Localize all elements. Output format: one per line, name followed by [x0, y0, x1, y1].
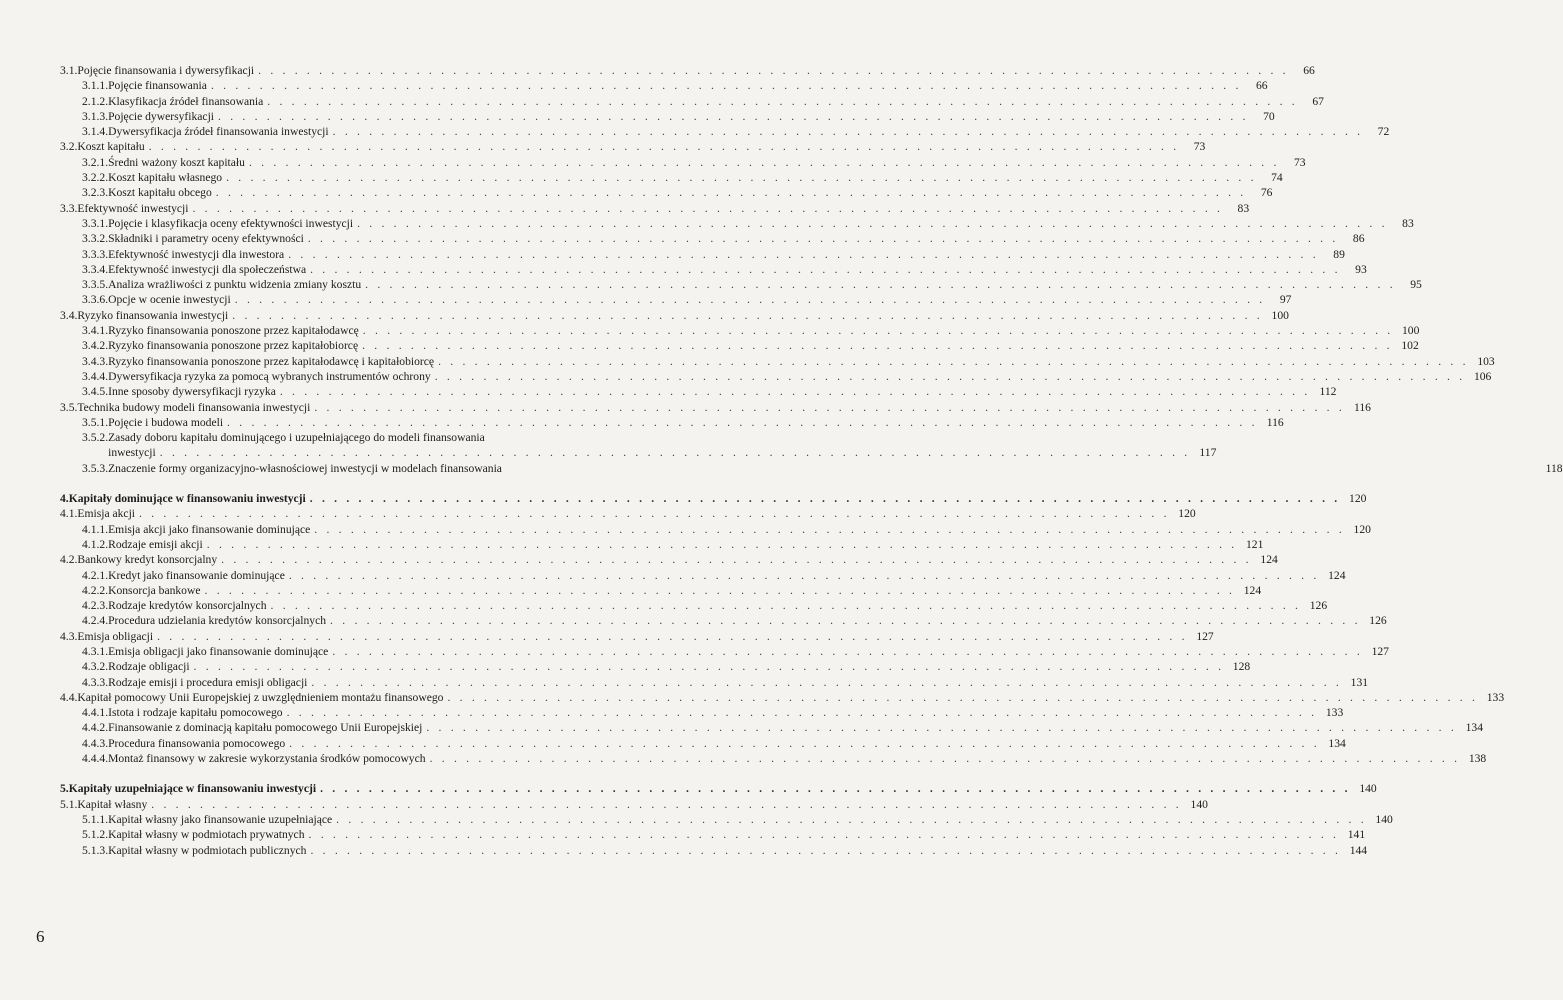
toc-entry-title: Efektywność inwestycji dla społeczeństwa — [108, 262, 307, 276]
toc-entry-number: 5.1.2. — [82, 828, 109, 842]
dot-leader — [307, 675, 1342, 690]
toc-entry-page: 138 — [1468, 752, 1487, 766]
toc-entry-title: Opcje w ocenie inwestycji — [108, 293, 231, 307]
toc-entry-page: 83 — [1402, 216, 1414, 230]
toc-entry-page: 76 — [1260, 186, 1273, 200]
toc-entry-page: 95 — [1410, 278, 1422, 292]
toc-entry-page: 72 — [1377, 125, 1390, 139]
toc-entry-title: Kapitał własny — [77, 797, 148, 811]
toc-entry — [60, 323, 1420, 338]
toc-entry-page: 100 — [1402, 324, 1420, 338]
toc-entry-page: 117 — [1199, 446, 1217, 460]
dot-leader — [217, 552, 1252, 567]
toc-entry-page: 66 — [1255, 79, 1268, 93]
dot-leader — [223, 415, 1258, 430]
toc-entry-number: 3.4.2. — [82, 339, 109, 353]
toc-entry-title: Emisja obligacji — [77, 629, 154, 643]
toc-entry-title: Emisja akcji — [77, 507, 136, 521]
dot-leader — [147, 797, 1182, 812]
toc-entry-page: 66 — [1303, 64, 1315, 77]
toc-entry-page: 106 — [1473, 369, 1492, 383]
page-number: 6 — [36, 927, 45, 946]
toc-entry — [60, 598, 1328, 613]
toc-entry-page: 144 — [1349, 843, 1368, 857]
toc-entry-number: 5. — [60, 782, 69, 796]
toc-entry — [60, 216, 1414, 231]
toc-entry-page: 102 — [1401, 339, 1419, 353]
toc-entry — [60, 415, 1284, 430]
toc-entry-number: 4.4.2. — [82, 721, 109, 735]
toc-entry-number: 3.5.3. — [82, 461, 109, 475]
toc-entry-page: 120 — [1353, 522, 1371, 536]
toc-entry — [60, 659, 1251, 674]
toc-entry-page: 127 — [1196, 629, 1214, 643]
toc-entry-page: 124 — [1243, 583, 1262, 597]
toc-entry-number: 4.1. — [60, 507, 78, 521]
toc-entry-number: 4.2. — [60, 553, 78, 567]
toc-entry-page: 97 — [1279, 293, 1292, 307]
toc-entry-number: 3.3.2. — [82, 232, 109, 246]
toc-entry-number: 3.4.4. — [82, 369, 109, 383]
toc-entry-page: 74 — [1271, 171, 1283, 185]
dot-leader — [263, 94, 1298, 109]
toc-entry-page: 118 — [1545, 461, 1563, 475]
dot-leader — [329, 124, 1364, 139]
toc-entry-title: Montaż finansowy w zakresie wykorzystania środków pomocowych — [108, 752, 426, 766]
toc-entry-title: Pojęcie finansowania i dywersyfikacji — [77, 64, 255, 77]
toc-entry-page: 100 — [1271, 308, 1289, 322]
dot-leader — [153, 629, 1188, 644]
toc-entry-title: Rodzaje kredytów konsorcjalnych — [108, 599, 267, 613]
toc-entry-page: 131 — [1350, 675, 1369, 689]
dot-leader — [190, 659, 1225, 674]
toc-entry — [60, 690, 1505, 705]
toc-entry — [60, 338, 1419, 353]
dot-leader — [231, 292, 1266, 307]
toc-entry — [60, 781, 1377, 796]
toc-entry-title: Procedura udzielania kredytów konsorcjalnych — [108, 614, 327, 628]
toc-entry-page: 124 — [1328, 568, 1346, 582]
dot-leader — [422, 720, 1457, 735]
dot-leader — [304, 231, 1339, 246]
toc-entry — [60, 170, 1283, 185]
toc-entry-number: 2.1.2. — [82, 94, 109, 108]
toc-entry-page: 126 — [1309, 599, 1328, 613]
toc-entry-title: Emisja akcji jako finansowanie dominujące — [108, 522, 311, 536]
toc-entry-number: 4.3.2. — [82, 660, 109, 674]
toc-entry-number: 4.2.2. — [82, 583, 109, 597]
dot-leader — [359, 323, 1394, 338]
toc-entry-title: Ryzyko finansowania ponoszone przez kapitałobiorcę — [108, 339, 359, 353]
toc-entry-title: Istota i rodzaje kapitału pomocowego — [108, 706, 283, 720]
toc-entry-number: 4.4.1. — [82, 706, 109, 720]
toc-entry — [60, 629, 1214, 644]
dot-leader — [135, 506, 1170, 521]
toc-entry-page: 126 — [1369, 614, 1387, 628]
toc-entry-page: 83 — [1237, 201, 1250, 215]
toc-entry-title: Pojęcie i klasyfikacja oceny efektywności inwestycji — [108, 216, 354, 230]
toc-entry-number: 3.3.3. — [82, 247, 109, 261]
toc-entry — [60, 262, 1367, 277]
toc-entry-title: Ryzyko finansowania ponoszone przez kapitałodawcę — [108, 324, 359, 338]
toc-entry-number: 3.5.1. — [82, 415, 109, 429]
toc-entry-page: 127 — [1371, 644, 1389, 658]
toc-entry-number: 3.3.5. — [82, 278, 109, 292]
toc-entry-number: 4.3.3. — [82, 675, 109, 689]
section-gap — [60, 476, 615, 491]
toc-entry-title: Procedura finansowania pomocowego — [108, 736, 286, 750]
toc-entry — [60, 843, 1368, 858]
dot-leader — [284, 247, 1319, 262]
toc-entry-number: 3.3.4. — [82, 262, 109, 276]
dot-leader — [431, 369, 1466, 384]
toc-entry-page: 128 — [1232, 660, 1251, 674]
toc-entry-title: Rodzaje obligacji — [108, 660, 190, 674]
toc-entry — [60, 522, 1371, 537]
toc-entry-title: Ryzyko finansowania ponoszone przez kapitałodawcę i kapitałobiorcę — [108, 354, 435, 368]
toc-entry — [60, 201, 1250, 216]
toc-entry-title: Bankowy kredyt konsorcjalny — [77, 553, 218, 567]
toc-entry — [60, 751, 1487, 766]
toc-entry — [60, 354, 1495, 369]
toc-entry-page: 116 — [1266, 415, 1284, 429]
dot-leader — [332, 812, 1367, 827]
toc-entry-number: 4.4. — [60, 690, 78, 704]
toc-entry-page: 140 — [1375, 812, 1393, 826]
toc-entry-number: 3.1.3. — [82, 109, 109, 123]
toc-entry — [60, 552, 1278, 567]
toc-entry — [60, 430, 1217, 461]
dot-leader — [285, 736, 1320, 751]
toc-entry-page: 124 — [1260, 553, 1278, 567]
dot-leader — [358, 338, 1393, 353]
toc-entry — [60, 491, 1367, 506]
toc-entry-page: 120 — [1349, 492, 1367, 506]
toc-entry-number: 3.4.3. — [82, 354, 109, 368]
dot-leader — [207, 78, 1242, 93]
toc-entry-title-continuation: inwestycji — [108, 446, 156, 460]
toc-entry-title: Koszt kapitału obcego — [108, 186, 212, 200]
toc-entry — [60, 124, 1390, 139]
toc-entry — [60, 277, 1422, 292]
toc-entry — [60, 720, 1483, 735]
toc-entry-number: 3.2.1. — [82, 155, 109, 169]
dot-leader — [201, 583, 1236, 598]
toc-entry-title: Kredyt jako finansowanie dominujące — [108, 568, 285, 582]
toc-entry-page: 121 — [1246, 537, 1264, 551]
toc-entry-title: Średni ważony koszt kapitału — [108, 155, 245, 169]
toc-entry — [60, 155, 1306, 170]
toc-entry — [60, 583, 1262, 598]
dot-leader — [254, 63, 1289, 78]
toc-entry — [60, 185, 1273, 200]
toc-entry — [60, 109, 1275, 124]
dot-leader — [188, 201, 1223, 216]
table-of-contents — [60, 63, 1563, 858]
toc-entry — [60, 506, 1196, 521]
toc-entry-page: 112 — [1319, 385, 1337, 399]
toc-entry — [60, 827, 1366, 842]
dot-leader — [310, 522, 1345, 537]
toc-entry-number: 4. — [60, 492, 69, 506]
toc-entry — [60, 400, 1371, 415]
toc-entry-number: 3.4. — [60, 308, 78, 322]
toc-entry-title: Koszt kapitału własnego — [108, 171, 223, 185]
toc-entry-title: Kapitały dominujące w finansowaniu inwestycji — [68, 492, 306, 506]
toc-entry-title: Kapitał własny w podmiotach publicznych — [108, 843, 307, 857]
toc-entry — [60, 797, 1208, 812]
dot-leader — [361, 277, 1396, 292]
toc-entry-page: 67 — [1312, 94, 1324, 108]
toc-entry-number: 4.3.1. — [82, 644, 109, 658]
toc-entry-title: Kapitały uzupełniające w finansowaniu inwestycji — [68, 782, 317, 796]
dot-leader — [306, 262, 1341, 277]
toc-entry — [60, 812, 1393, 827]
toc-entry-number: 3.2.2. — [82, 171, 109, 185]
dot-leader — [326, 613, 1361, 628]
toc-entry — [60, 613, 1387, 628]
toc-entry-page: 133 — [1486, 690, 1505, 704]
dot-leader — [316, 781, 1351, 796]
toc-entry-title: Pojęcie finansowania — [108, 79, 207, 93]
toc-entry — [60, 94, 1324, 109]
toc-entry-number: 3.1.4. — [82, 125, 109, 139]
toc-entry-page: 120 — [1178, 507, 1196, 521]
toc-entry-number: 3.3.6. — [82, 293, 109, 307]
toc-entry-page: 134 — [1328, 736, 1346, 750]
toc-entry-page: 70 — [1263, 109, 1275, 123]
toc-entry-number: 3.4.5. — [82, 385, 109, 399]
toc-entry-title: Dywersyfikacja ryzyka za pomocą wybranych instrumentów ochrony — [108, 369, 431, 383]
toc-entry-number: 4.1.1. — [82, 522, 109, 536]
toc-entry-title: Analiza wrażliwości z punktu widzenia zmiany kosztu — [108, 278, 362, 292]
toc-entry-title: Efektywność inwestycji — [77, 201, 189, 215]
toc-entry-title: Kapitał własny w podmiotach prywatnych — [108, 828, 305, 842]
toc-entry — [60, 308, 1289, 323]
dot-leader — [310, 400, 1345, 415]
toc-entry — [60, 231, 1365, 246]
toc-entry — [60, 644, 1389, 659]
toc-entry — [60, 78, 1268, 93]
toc-entry-title: Inne sposoby dywersyfikacji ryzyka — [108, 385, 276, 399]
toc-entry-page: 86 — [1352, 232, 1365, 246]
toc-entry — [60, 461, 1563, 476]
toc-entry-page: 140 — [1359, 782, 1377, 796]
toc-entry-number: 4.1.2. — [82, 537, 109, 551]
toc-entry-title: Koszt kapitału — [77, 140, 145, 154]
dot-leader — [353, 216, 1388, 231]
toc-entry-title: Dywersyfikacja źródeł finansowania inwestycji — [108, 125, 329, 139]
dot-leader — [305, 827, 1340, 842]
dot-leader — [245, 155, 1280, 170]
dot-leader — [222, 170, 1257, 185]
dot-leader — [285, 568, 1320, 583]
toc-entry-number: 5.1.1. — [82, 812, 109, 826]
toc-entry-title: Konsorcja bankowe — [108, 583, 201, 597]
toc-entry — [60, 139, 1206, 154]
toc-entry-title: Finansowanie z dominacją kapitału pomocowego Unii Europejskiej — [108, 721, 423, 735]
toc-entry-page: 89 — [1333, 247, 1345, 261]
toc-entry-number: 3.1.1. — [82, 79, 109, 93]
dot-leader — [306, 491, 1341, 506]
dot-leader — [203, 537, 1238, 552]
toc-entry-title: Klasyfikacja źródeł finansowania — [108, 94, 264, 108]
dot-leader — [283, 705, 1318, 720]
toc-entry-page: 134 — [1465, 721, 1483, 735]
dot-leader — [145, 139, 1180, 154]
toc-entry — [60, 384, 1337, 399]
toc-entry-number: 4.2.4. — [82, 614, 109, 628]
toc-entry-title-wrap — [108, 430, 1190, 461]
toc-entry-title: Składniki i parametry oceny efektywności — [108, 232, 304, 246]
toc-entry-title: Znaczenie formy organizacyjno-własnościowej inwestycji w modelach finansowania — [108, 461, 502, 475]
toc-entry-number: 3.5. — [60, 400, 78, 414]
toc-entry-title: Emisja obligacji jako finansowanie dominujące — [108, 644, 329, 658]
toc-entry-page: 141 — [1347, 828, 1366, 842]
toc-entry-number: 4.4.4. — [82, 752, 109, 766]
toc-entry — [60, 736, 1346, 751]
toc-entry-number: 5.1.3. — [82, 843, 109, 857]
toc-entry-number: 4.2.3. — [82, 599, 109, 613]
toc-entry-title: Kapitał własny jako finansowanie uzupełniające — [108, 812, 333, 826]
toc-entry — [60, 292, 1292, 307]
toc-entry-page: 140 — [1190, 797, 1208, 811]
toc-entry-title: Technika budowy modeli finansowania inwestycji — [77, 400, 311, 414]
dot-leader — [214, 109, 1249, 124]
toc-entry-number: 3.2.3. — [82, 186, 109, 200]
toc-entry-number: 3.1. — [60, 64, 78, 77]
toc-entry — [60, 568, 1346, 583]
toc-entry — [60, 63, 1315, 78]
toc-entry-number: 3.3. — [60, 201, 78, 215]
toc-entry-number: 4.2.1. — [82, 568, 109, 582]
dot-leader — [306, 843, 1341, 858]
toc-entry-title: Pojęcie dywersyfikacji — [108, 109, 215, 123]
toc-entry — [60, 537, 1264, 552]
toc-entry-title: Rodzaje emisji i procedura emisji obligacji — [108, 675, 308, 689]
toc-entry-number: 3.4.1. — [82, 324, 109, 338]
toc-entry — [60, 247, 1345, 262]
toc-entry-title: Pojęcie i budowa modeli — [108, 415, 224, 429]
toc-entry-number: 4.3. — [60, 629, 78, 643]
toc-entry-title: Efektywność inwestycji dla inwestora — [108, 247, 285, 261]
toc-entry-number: 3.3.1. — [82, 216, 109, 230]
dot-leader — [434, 354, 1469, 369]
dot-leader — [443, 690, 1478, 705]
toc-entry — [60, 705, 1344, 720]
toc-entry — [60, 369, 1492, 384]
toc-entry-number: 3.2. — [60, 140, 78, 154]
toc-entry-title: Ryzyko finansowania inwestycji — [77, 308, 229, 322]
toc-entry-page: 73 — [1293, 155, 1306, 169]
toc-entry-page: 116 — [1354, 400, 1371, 414]
toc-entry-title: Zasady doboru kapitału dominującego i uzupełniającego do modeli finansowania — [108, 431, 485, 445]
toc-entry-title: Rodzaje emisji akcji — [108, 537, 203, 551]
toc-entry-page: 73 — [1193, 140, 1206, 154]
toc-entry-page: 103 — [1477, 354, 1495, 368]
dot-leader — [426, 751, 1461, 766]
toc-entry-page: 93 — [1355, 262, 1367, 276]
dot-leader — [156, 445, 1191, 460]
toc-entry-page: 133 — [1325, 706, 1344, 720]
dot-leader — [267, 598, 1302, 613]
toc-entry-title: Kapitał pomocowy Unii Europejskiej z uwzględnieniem montażu finansowego — [77, 690, 444, 704]
dot-leader — [328, 644, 1363, 659]
toc-entry-number: 3.5.2. — [82, 431, 109, 445]
toc-entry-number: 5.1. — [60, 797, 78, 811]
section-gap — [60, 766, 615, 781]
dot-leader — [212, 185, 1247, 200]
dot-leader — [228, 308, 1263, 323]
toc-entry-title-line2 — [108, 445, 1190, 460]
toc-entry-number: 4.4.3. — [82, 736, 109, 750]
dot-leader — [276, 384, 1311, 399]
toc-entry — [60, 675, 1369, 690]
